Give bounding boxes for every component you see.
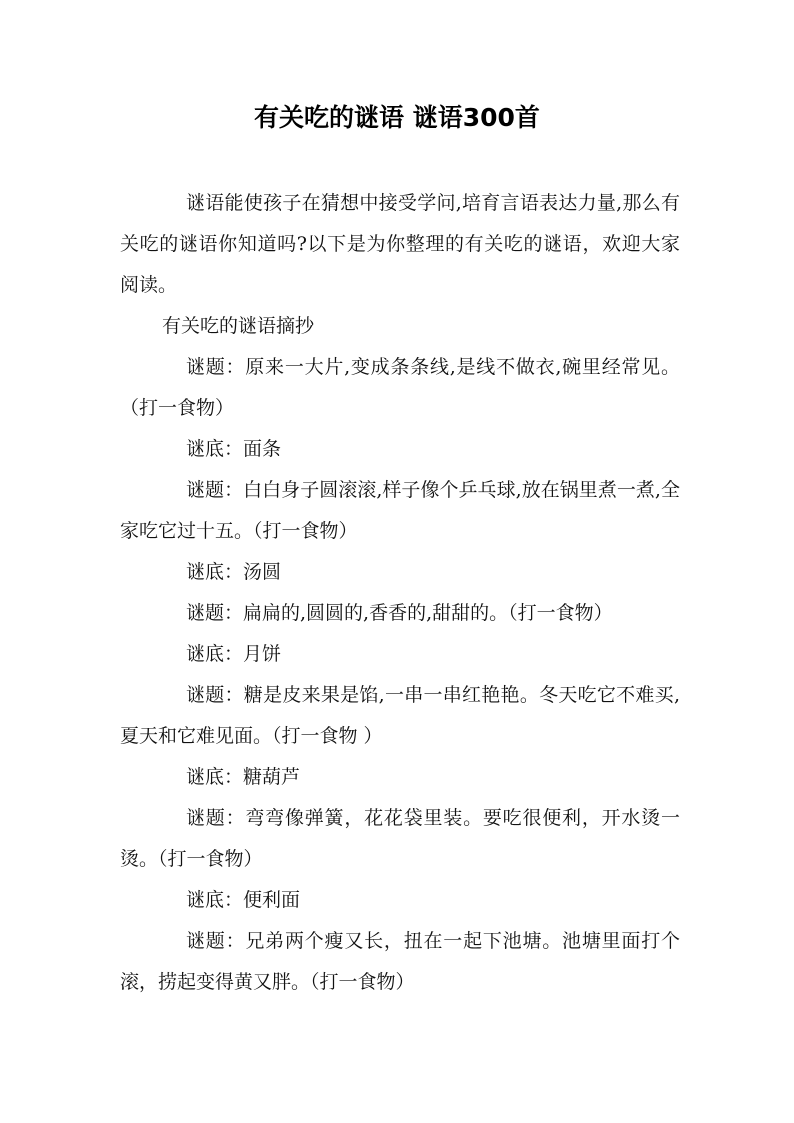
riddle-answer: 谜底：月饼: [186, 643, 282, 665]
riddle-answer: 谜底：糖葫芦: [186, 766, 301, 788]
riddle-answer: 谜底：便利面: [186, 889, 301, 911]
page-title: 有关吃的谜语 谜语300首: [254, 103, 540, 132]
riddle-question: 谜题：原来一大片,变成条条线,是线不做衣,碗里经常见。（打一食物）: [120, 356, 680, 419]
riddle-question: 谜题：兄弟两个瘦又长，扭在一起下池塘。池塘里面打个滚，捞起变得黄又胖。（打一食物）: [120, 930, 680, 993]
riddle-answer: 谜底：面条: [186, 438, 282, 460]
riddle-question: 谜题：白白身子圆滚滚,样子像个乒乓球,放在锅里煮一煮,全家吃它过十五。（打一食物）: [120, 479, 680, 542]
document-body: [120, 183, 680, 1003]
riddle-question: 谜题：糖是皮来果是馅,一串一串红艳艳。冬天吃它不难买,夏天和它难见面。（打一食物 ）: [120, 684, 680, 747]
intro-paragraph: 谜语能使孩子在猜想中接受学问,培育言语表达力量,那么有关吃的谜语你知道吗?以下是为你整理的有关吃的谜语，欢迎大家阅读。: [120, 192, 680, 296]
riddle-question: 谜题：扁扁的,圆圆的,香香的,甜甜的。（打一食物）: [186, 602, 613, 624]
riddle-answer: 谜底：汤圆: [186, 561, 282, 583]
section-heading: 有关吃的谜语摘抄: [162, 315, 315, 337]
riddle-question: 谜题：弯弯像弹簧，花花袋里装。要吃很便利，开水烫一烫。（打一食物）: [120, 807, 680, 870]
